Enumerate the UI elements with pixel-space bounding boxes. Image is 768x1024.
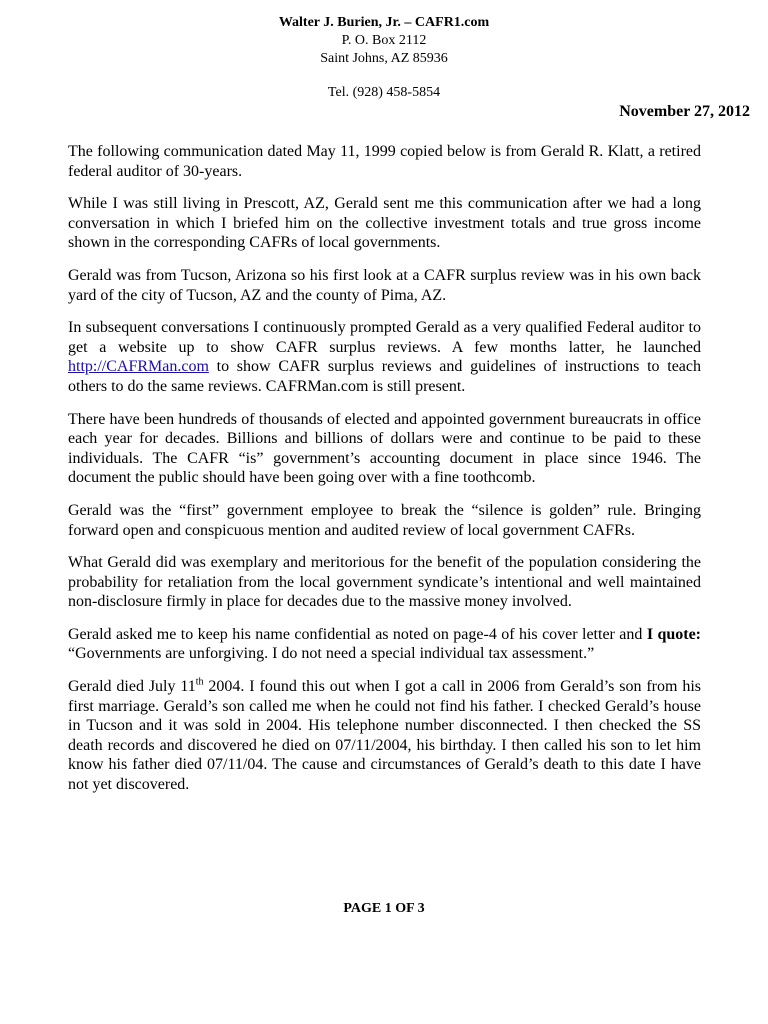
sender-po-box: P. O. Box 2112 <box>341 33 427 48</box>
paragraph-9-text-start: Gerald died July 11 <box>68 678 196 696</box>
letter-date: November 27, 2012 <box>619 103 750 120</box>
paragraph-2: While I was still living in Prescott, AZ, Gerald sent me this communication after we had a long conversation in which I briefed him on the collective investment totals and true gross income shown in the corresponding CAFRs of local governments. <box>68 195 701 252</box>
letter-body <box>68 142 701 808</box>
quote-label: I quote: <box>646 625 702 643</box>
paragraph-5: There have been hundreds of thousands of elected and appointed government bureaucrats in office each year for decades. Billions and billions of dollars were and continue to be paid to these individuals. The CAFR “is” government’s accounting document in place since 1946. The document the public should have been going over with a fine toothcomb. <box>68 410 701 487</box>
paragraph-8-quote: “Governments are unforgiving. I do not need a special individual tax assessment.” <box>68 645 595 663</box>
paragraph-4-text-start: In subsequent conversations I continuously prompted Gerald as a very qualified Federal auditor to get a website up to show CAFR surplus reviews. A few months latter, he launched <box>68 319 701 356</box>
paragraph-7: What Gerald did was exemplary and meritorious for the benefit of the population considering the probability for retaliation from the local government syndicate’s intentional and well maintained non-disclosure firmly in place for decades due to the massive money involved. <box>68 554 701 611</box>
paragraph-8 <box>68 625 701 664</box>
sender-phone: Tel. (928) 458-5854 <box>327 85 441 100</box>
paragraph-1: The following communication dated May 11, 1999 copied below is from Gerald R. Klatt, a retired federal auditor of 30-years. <box>68 143 701 180</box>
paragraph-4-text-end: to show CAFR surplus reviews and guidelines of instructions to teach others to do the same reviews. CAFRMan.com is still present. <box>68 358 701 395</box>
paragraph-6: Gerald was the “first” government employee to break the “silence is golden” rule. Bringing forward open and conspicuous mention and audited review of local government CAFRs. <box>68 501 701 539</box>
sender-city: Saint Johns, AZ 85936 <box>320 51 448 66</box>
sender-name: Walter J. Burien, Jr. – CAFR1.com <box>278 15 490 30</box>
paragraph-3: Gerald was from Tucson, Arizona so his first look at a CAFR surplus review was in his own back yard of the city of Tucson, AZ and the county of Pima, AZ. <box>68 266 701 304</box>
paragraph-9-text-end: 2004. I found this out when I got a call in 2006 from Gerald’s son from his first marriage. Gerald’s son called me when he could not find his father. I checked Gerald’s house in Tucson and it was sold in 2004. His telephone number disconnected. I then checked the SS death records and discovered he died on 07/11/2004, his birthday. I then called his son to let him know his father died 07/11/04. The cause and circumstances of Gerald’s death to this date I have not yet discovered. <box>68 678 702 794</box>
paragraph-4 <box>68 318 701 396</box>
ordinal-suffix: th <box>195 676 204 688</box>
paragraph-8-text-start: Gerald asked me to keep his name confidential as noted on page-4 of his cover letter and <box>68 625 647 643</box>
page-number: PAGE 1 OF 3 <box>343 901 425 916</box>
cafrman-link[interactable]: http://CAFRMan.com <box>68 358 209 376</box>
paragraph-9 <box>68 677 701 795</box>
